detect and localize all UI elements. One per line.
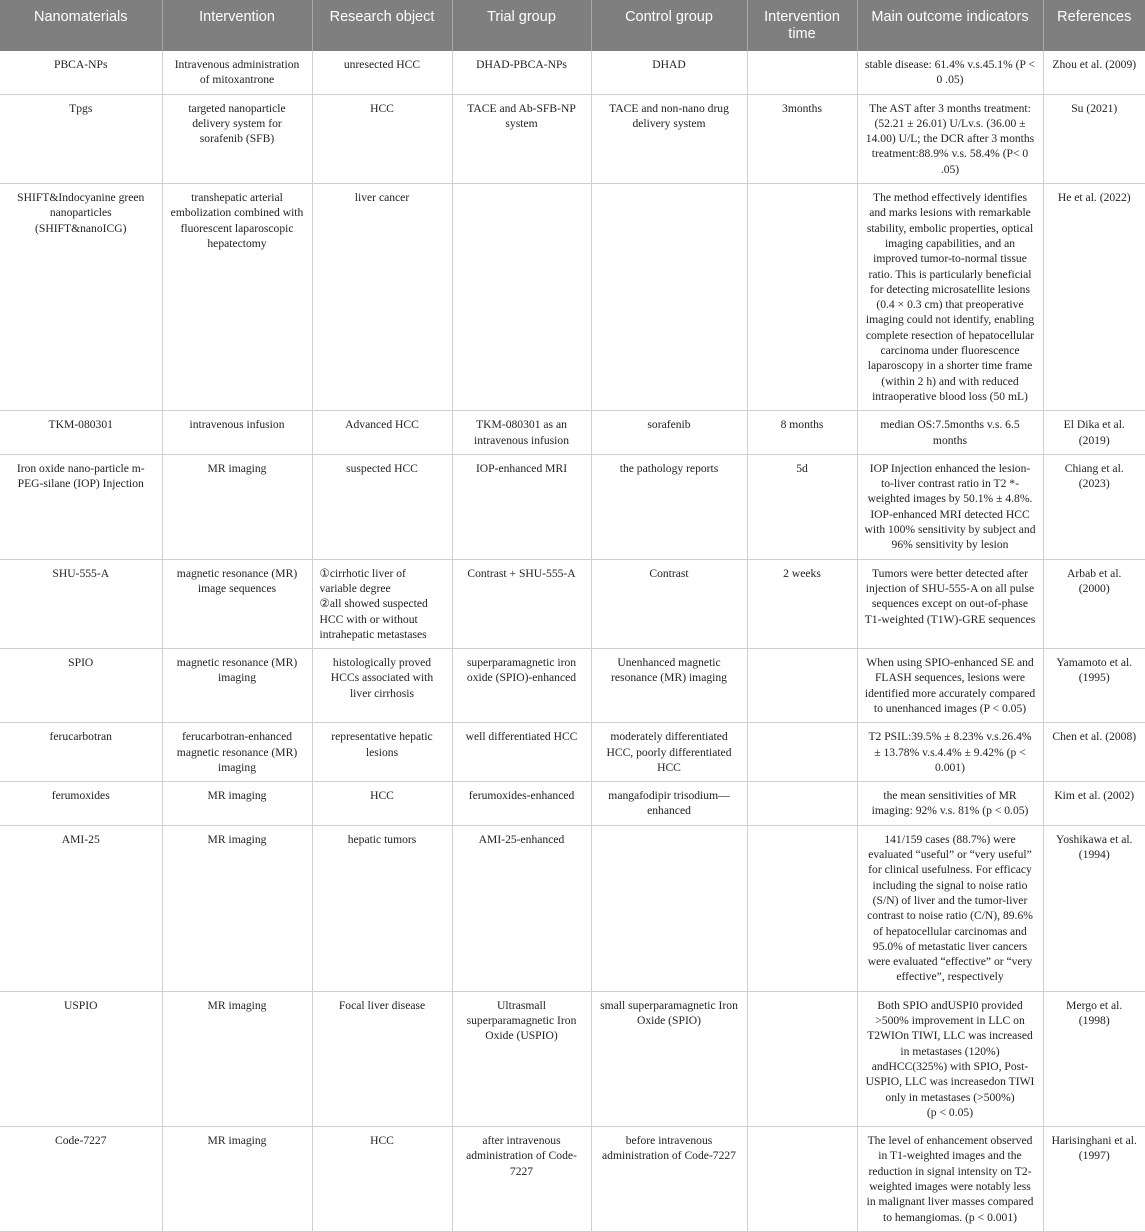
cell-intervention-time: [747, 184, 857, 411]
cell-text: When using SPIO-enhanced SE and FLASH sequences, lesions were identified more accurately compared to unenhanced images (P < 0.05): [864, 656, 1036, 715]
cell-text: He et al. (2022): [1057, 191, 1131, 205]
cell-text: ferucarbotran-enhanced magnetic resonance (MR) imaging: [176, 730, 298, 774]
cell-text: Focal liver disease: [338, 998, 426, 1012]
cell-control-group: [591, 559, 747, 648]
cell-intervention: [162, 454, 312, 559]
cell-text: El Dika et al. (2019): [1063, 418, 1125, 447]
cell-text: the pathology reports: [619, 461, 719, 475]
cell-text: Both SPIO andUSPI0 provided >500% improvement in LLC on T2WIOn TIWI, LLC was increased in metastases (120%) andHCC(325%) with SPIO, Post-USPIO, LLC was increasedon TIWI only in metastases (>500%) (p < 0.05): [865, 998, 1035, 1119]
cell-control-group: [591, 782, 747, 826]
cell-text: 3months: [782, 101, 822, 115]
cell-control-group: [591, 51, 747, 94]
cell-research-object: [312, 184, 452, 411]
cell-text: HCC: [370, 789, 394, 803]
cell-text: Tumors were better detected after injection of SHU-555-A on all pulse sequences except on out-of-phase T1-weighted (T1W)-GRE sequences: [864, 566, 1036, 626]
cell-text: Contrast + SHU-555-A: [467, 566, 576, 580]
cell-text: SHIFT&Indocyanine green nanoparticles (SHIFT&nanoICG): [17, 191, 145, 235]
column-header-intervention-time: Intervention time: [747, 0, 857, 51]
cell-nanomaterials: [0, 559, 162, 648]
cell-text: MR imaging: [207, 461, 267, 475]
cell-trial-group: [452, 559, 591, 648]
cell-references: [1043, 184, 1145, 411]
cell-references: [1043, 782, 1145, 826]
cell-intervention: [162, 559, 312, 648]
table-row: [0, 723, 1145, 782]
cell-text: Chen et al. (2008): [1052, 730, 1137, 744]
cell-text: HCC: [370, 101, 394, 115]
cell-text: Ultrasmall superparamagnetic Iron Oxide (USPIO): [466, 998, 577, 1043]
cell-text: The method effectively identifies and marks lesions with remarkable stability, embolic properties, optical imaging capabilities, and an improved tumor-to-normal tissue ratio. This is particularly beneficial for detecting microsatellite lesions (0.4 × 0.3 cm) that preoperative imaging could not identify, enabling complete resection of hepatocellular carcinoma under fluorescence laparoscopy in a shorter time frame (within 2 h) and with reduced intraoperative blood loss (50 mL): [865, 191, 1035, 403]
cell-main-outcome: [857, 51, 1043, 94]
cell-text: Intravenous administration of mitoxantrone: [174, 58, 300, 87]
cell-nanomaterials: [0, 1127, 162, 1232]
cell-intervention-time: [747, 782, 857, 826]
cell-text: ferumoxides: [51, 789, 110, 803]
cell-text: Iron oxide nano-particle m-PEG-silane (IOP) Injection: [16, 461, 145, 491]
cell-main-outcome: [857, 825, 1043, 991]
cell-text: Su (2021): [1071, 101, 1118, 115]
cell-nanomaterials: [0, 411, 162, 455]
cell-research-object: [312, 94, 452, 183]
cell-main-outcome: [857, 559, 1043, 648]
cell-text: well differentiated HCC: [465, 730, 578, 744]
cell-text: DHAD-PBCA-NPs: [476, 58, 567, 71]
cell-intervention: [162, 649, 312, 723]
cell-research-object: [312, 825, 452, 991]
cell-text: DHAD: [652, 58, 686, 71]
cell-research-object: [312, 782, 452, 826]
cell-text: 141/159 cases (88.7%) were evaluated “useful” or “very useful” for clinical usefulness. For efficacy including the signal to noise ratio (S/N) of liver and the tumor-liver contrast to noise ratio (C/N), 89.6% of hepatocellular carcinomas and 95.0% of metastatic liver cancers were evaluated “effective” or “very effective”, respectively: [867, 832, 1033, 984]
cell-control-group: [591, 454, 747, 559]
cell-nanomaterials: [0, 723, 162, 782]
cell-intervention-time: [747, 1127, 857, 1232]
cell-text: Advanced HCC: [345, 418, 419, 432]
cell-text: 8 months: [780, 418, 824, 432]
cell-main-outcome: [857, 94, 1043, 183]
column-header-control-group: Control group: [591, 0, 747, 51]
cell-trial-group: [452, 94, 591, 183]
cell-text: small superparamagnetic Iron Oxide (SPIO): [600, 998, 738, 1028]
cell-intervention: [162, 991, 312, 1126]
cell-text: hepatic tumors: [347, 832, 417, 846]
cell-text: T2 PSIL:39.5% ± 8.23% v.s.26.4% ± 13.78% v.s.4.4% ± 9.42% (p < 0.001): [868, 730, 1032, 774]
cell-text: histologically proved HCCs associated with liver cirrhosis: [330, 656, 434, 700]
cell-main-outcome: [857, 454, 1043, 559]
cell-references: [1043, 649, 1145, 723]
cell-intervention-time: [747, 723, 857, 782]
cell-references: [1043, 94, 1145, 183]
cell-text: Tpgs: [69, 101, 93, 115]
table-row: [0, 411, 1145, 455]
cell-text: SHU-555-A: [52, 566, 110, 580]
cell-references: [1043, 51, 1145, 94]
cell-intervention: [162, 723, 312, 782]
cell-trial-group: [452, 51, 591, 94]
cell-main-outcome: [857, 782, 1043, 826]
cell-trial-group: [452, 454, 591, 559]
cell-nanomaterials: [0, 184, 162, 411]
column-header-trial-group: Trial group: [452, 0, 591, 51]
cell-text: TKM-080301 as an intravenous infusion: [474, 418, 569, 447]
cell-text: MR imaging: [207, 789, 267, 803]
cell-main-outcome: [857, 723, 1043, 782]
cell-text: magnetic resonance (MR) image sequences: [176, 566, 298, 595]
cell-text: unresected HCC: [343, 58, 421, 71]
table-row: [0, 559, 1145, 648]
cell-text: The level of enhancement observed in T1-weighted images and the reduction in signal intensity on T2-weighted images were notably less in malignant liver masses compared to hemangiomas. (p < 0.001): [866, 1134, 1034, 1224]
cell-intervention-time: [747, 991, 857, 1126]
cell-trial-group: [452, 782, 591, 826]
cell-research-object: [312, 723, 452, 782]
cell-nanomaterials: [0, 991, 162, 1126]
cell-text: PBCA-NPs: [54, 58, 108, 71]
cell-research-object: [312, 51, 452, 94]
cell-intervention: [162, 411, 312, 455]
cell-control-group: [591, 991, 747, 1126]
cell-nanomaterials: [0, 782, 162, 826]
cell-text: suspected HCC: [346, 461, 418, 475]
table-row: [0, 51, 1145, 94]
cell-main-outcome: [857, 649, 1043, 723]
cell-control-group: [591, 411, 747, 455]
cell-intervention-time: [747, 649, 857, 723]
cell-control-group: [591, 649, 747, 723]
cell-text: Zhou et al. (2009): [1052, 58, 1137, 71]
cell-text: TACE and Ab-SFB-NP system: [467, 101, 576, 130]
cell-text: Code-7227: [54, 1134, 107, 1148]
cell-intervention: [162, 1127, 312, 1232]
cell-text: stable disease: 61.4% v.s.45.1% (P < 0 .05): [865, 58, 1035, 87]
cell-text: transhepatic arterial embolization combined with fluorescent laparoscopic hepatectomy: [170, 191, 304, 250]
table-row: [0, 184, 1145, 411]
cell-text: ①cirrhotic liver of variable degree ②all showed suspected HCC with or without intrahepatic metastases: [319, 566, 428, 641]
cell-text: mangafodipir trisodium—enhanced: [608, 789, 730, 818]
cell-text: after intravenous administration of Code-7227: [466, 1134, 577, 1178]
table-row: [0, 782, 1145, 826]
cell-text: ferucarbotran: [49, 730, 112, 744]
cell-nanomaterials: [0, 649, 162, 723]
cell-text: MR imaging: [207, 1134, 267, 1148]
cell-nanomaterials: [0, 825, 162, 991]
cell-trial-group: [452, 1127, 591, 1232]
cell-main-outcome: [857, 991, 1043, 1126]
cell-references: [1043, 454, 1145, 559]
cell-research-object: [312, 991, 452, 1126]
cell-text: HCC: [370, 1134, 394, 1148]
cell-intervention: [162, 825, 312, 991]
cell-intervention-time: [747, 51, 857, 94]
cell-research-object: [312, 649, 452, 723]
cell-nanomaterials: [0, 454, 162, 559]
cell-intervention: [162, 184, 312, 411]
cell-trial-group: [452, 649, 591, 723]
cell-text: moderately differentiated HCC, poorly differentiated HCC: [606, 730, 732, 774]
cell-research-object: [312, 1127, 452, 1232]
cell-trial-group: [452, 184, 591, 411]
cell-trial-group: [452, 411, 591, 455]
cell-text: median OS:7.5months v.s. 6.5 months: [880, 418, 1020, 447]
cell-text: targeted nanoparticle delivery system for sorafenib (SFB): [188, 101, 286, 146]
cell-text: TACE and non-nano drug delivery system: [609, 101, 729, 130]
table-row: [0, 1127, 1145, 1232]
cell-intervention: [162, 51, 312, 94]
cell-trial-group: [452, 723, 591, 782]
cell-text: Chiang et al. (2023): [1064, 461, 1124, 491]
cell-control-group: [591, 723, 747, 782]
cell-text: USPIO: [63, 998, 98, 1012]
cell-trial-group: [452, 991, 591, 1126]
column-header-nanomaterials: Nanomaterials: [0, 0, 162, 51]
cell-text: 5d: [796, 461, 808, 475]
cell-intervention-time: [747, 411, 857, 455]
cell-text: representative hepatic lesions: [331, 730, 433, 759]
cell-control-group: [591, 825, 747, 991]
cell-text: TKM-080301: [48, 418, 113, 432]
cell-text: Yoshikawa et al. (1994): [1056, 832, 1133, 862]
cell-text: sorafenib: [647, 418, 691, 432]
cell-references: [1043, 559, 1145, 648]
cell-text: Kim et al. (2002): [1054, 789, 1135, 803]
table-header-row: [0, 0, 1145, 51]
cell-text: 2 weeks: [783, 566, 821, 580]
table-body: [0, 51, 1145, 1231]
cell-main-outcome: [857, 1127, 1043, 1232]
cell-text: MR imaging: [207, 998, 267, 1012]
cell-intervention-time: [747, 559, 857, 648]
cell-main-outcome: [857, 184, 1043, 411]
cell-text: intravenous infusion: [189, 418, 285, 432]
table-row: [0, 454, 1145, 559]
cell-text: ferumoxides-enhanced: [468, 789, 575, 803]
cell-main-outcome: [857, 411, 1043, 455]
column-header-intervention: Intervention: [162, 0, 312, 51]
cell-intervention-time: [747, 94, 857, 183]
cell-text: IOP Injection enhanced the lesion-to-liver contrast ratio in T2 *-weighted images by 50.1% ± 4.8%. IOP-enhanced MRI detected HCC with 100% sensitivity by subject and 96% sensitivity by lesion: [864, 461, 1036, 552]
cell-intervention-time: [747, 454, 857, 559]
cell-text: Contrast: [649, 566, 689, 580]
cell-text: before intravenous administration of Code-7227: [602, 1134, 736, 1163]
column-header-research-object: Research object: [312, 0, 452, 51]
cell-text: liver cancer: [354, 191, 410, 205]
cell-nanomaterials: [0, 51, 162, 94]
cell-research-object: [312, 411, 452, 455]
cell-text: SPIO: [68, 656, 94, 670]
column-header-references: References: [1043, 0, 1145, 51]
column-header-main-outcome: Main outcome indicators: [857, 0, 1043, 51]
cell-references: [1043, 991, 1145, 1126]
cell-control-group: [591, 1127, 747, 1232]
cell-text: Mergo et al. (1998): [1066, 998, 1123, 1028]
cell-text: Unenhanced magnetic resonance (MR) imaging: [611, 656, 727, 685]
table-row: [0, 94, 1145, 183]
cell-text: AMI-25: [61, 832, 100, 846]
cell-text: magnetic resonance (MR) imaging: [176, 656, 298, 685]
cell-text: The AST after 3 months treatment: (52.21 ± 26.01) U/Lv.s. (36.00 ± 14.00) U/L; the DCR after 3 months treatment:88.9% v.s. 58.4% (P< 0 .05): [865, 101, 1035, 176]
cell-references: [1043, 1127, 1145, 1232]
cell-research-object: [312, 559, 452, 648]
table-row: [0, 991, 1145, 1126]
cell-references: [1043, 825, 1145, 991]
cell-text: IOP-enhanced MRI: [475, 461, 568, 475]
cell-text: superparamagnetic iron oxide (SPIO)-enhanced: [466, 656, 577, 685]
cell-text: MR imaging: [207, 832, 267, 846]
cell-research-object: [312, 454, 452, 559]
cell-control-group: [591, 184, 747, 411]
cell-text: Harisinghani et al. (1997): [1051, 1134, 1137, 1163]
cell-intervention-time: [747, 825, 857, 991]
table-row: [0, 649, 1145, 723]
cell-references: [1043, 723, 1145, 782]
cell-control-group: [591, 94, 747, 183]
cell-nanomaterials: [0, 94, 162, 183]
cell-text: Yamamoto et al. (1995): [1056, 656, 1133, 685]
cell-intervention: [162, 782, 312, 826]
cell-text: Arbab et al. (2000): [1067, 566, 1122, 595]
cell-text: the mean sensitivities of MR imaging: 92% v.s. 81% (p < 0.05): [871, 789, 1029, 818]
cell-text: AMI-25-enhanced: [478, 832, 565, 846]
cell-references: [1043, 411, 1145, 455]
cell-intervention: [162, 94, 312, 183]
cell-trial-group: [452, 825, 591, 991]
table-row: [0, 825, 1145, 991]
